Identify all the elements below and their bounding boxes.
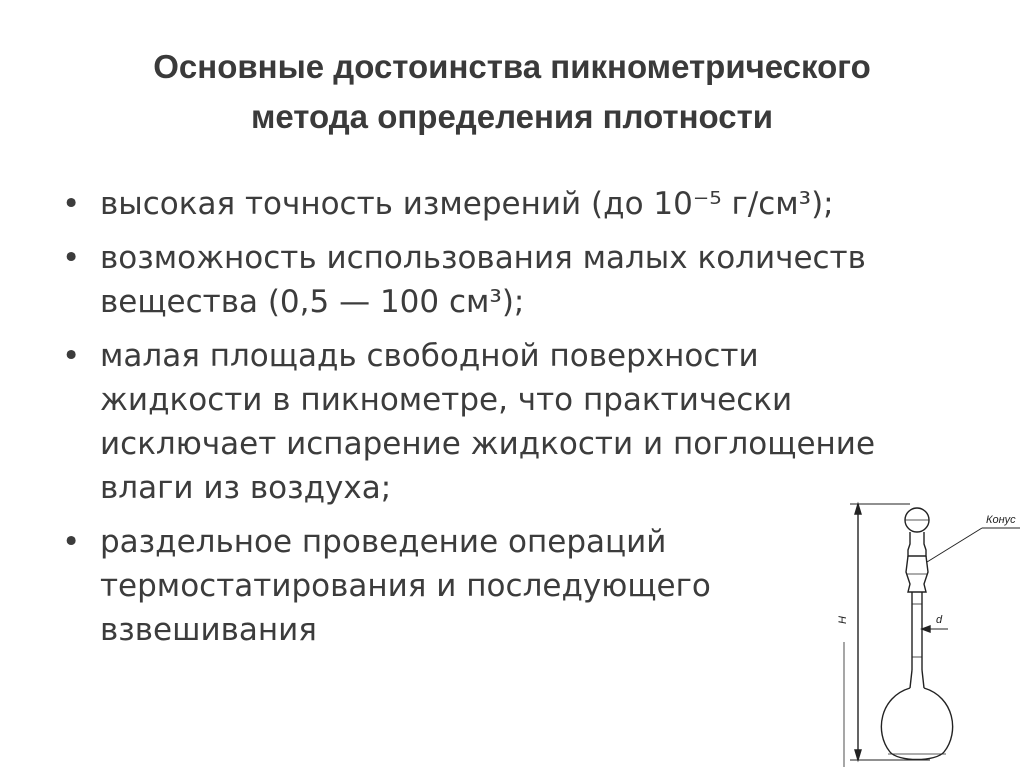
height-label: H <box>837 616 849 624</box>
slide-title <box>60 42 964 142</box>
bullet-text-line: жидкости в пикнометре, что практически <box>100 382 793 418</box>
bullet-text-line: малая площадь свободной поверхности <box>100 338 759 374</box>
bullet-item <box>60 236 960 324</box>
bullet-text-line: высокая точность измерений (до 10⁻⁵ г/см³); <box>100 186 834 222</box>
pycnometer-drawing <box>830 492 1024 767</box>
bullet-item <box>60 334 960 510</box>
cone-label: Конус <box>986 514 1016 526</box>
bullet-text-line: влаги из воздуха; <box>100 470 392 506</box>
bullet-item <box>60 520 960 652</box>
bullet-list <box>60 182 960 662</box>
pycnometer-svg <box>830 492 1024 767</box>
bullet-text-line: термостатирования и последующего <box>100 568 711 604</box>
bullet-item <box>60 182 960 226</box>
bullet-text-line: возможность использования малых количеств <box>100 240 866 276</box>
bullet-dot-icon: • <box>62 240 81 276</box>
slide-title-line-1: Основные достоинства пикнометрического <box>153 48 871 85</box>
slide-title-line-2: метода определения плотности <box>250 98 774 135</box>
bullet-dot-icon: • <box>62 338 81 374</box>
bullet-text-line: вещества (0,5 — 100 см³); <box>100 284 525 320</box>
bullet-text-line: исключает испарение жидкости и поглощение <box>100 426 876 462</box>
diameter-label: d <box>936 614 943 626</box>
bullet-text-line: взвешивания <box>100 612 317 648</box>
bullet-text-line: раздельное проведение операций <box>100 524 667 560</box>
bullet-dot-icon: • <box>62 186 81 222</box>
bullet-dot-icon: • <box>62 524 81 560</box>
